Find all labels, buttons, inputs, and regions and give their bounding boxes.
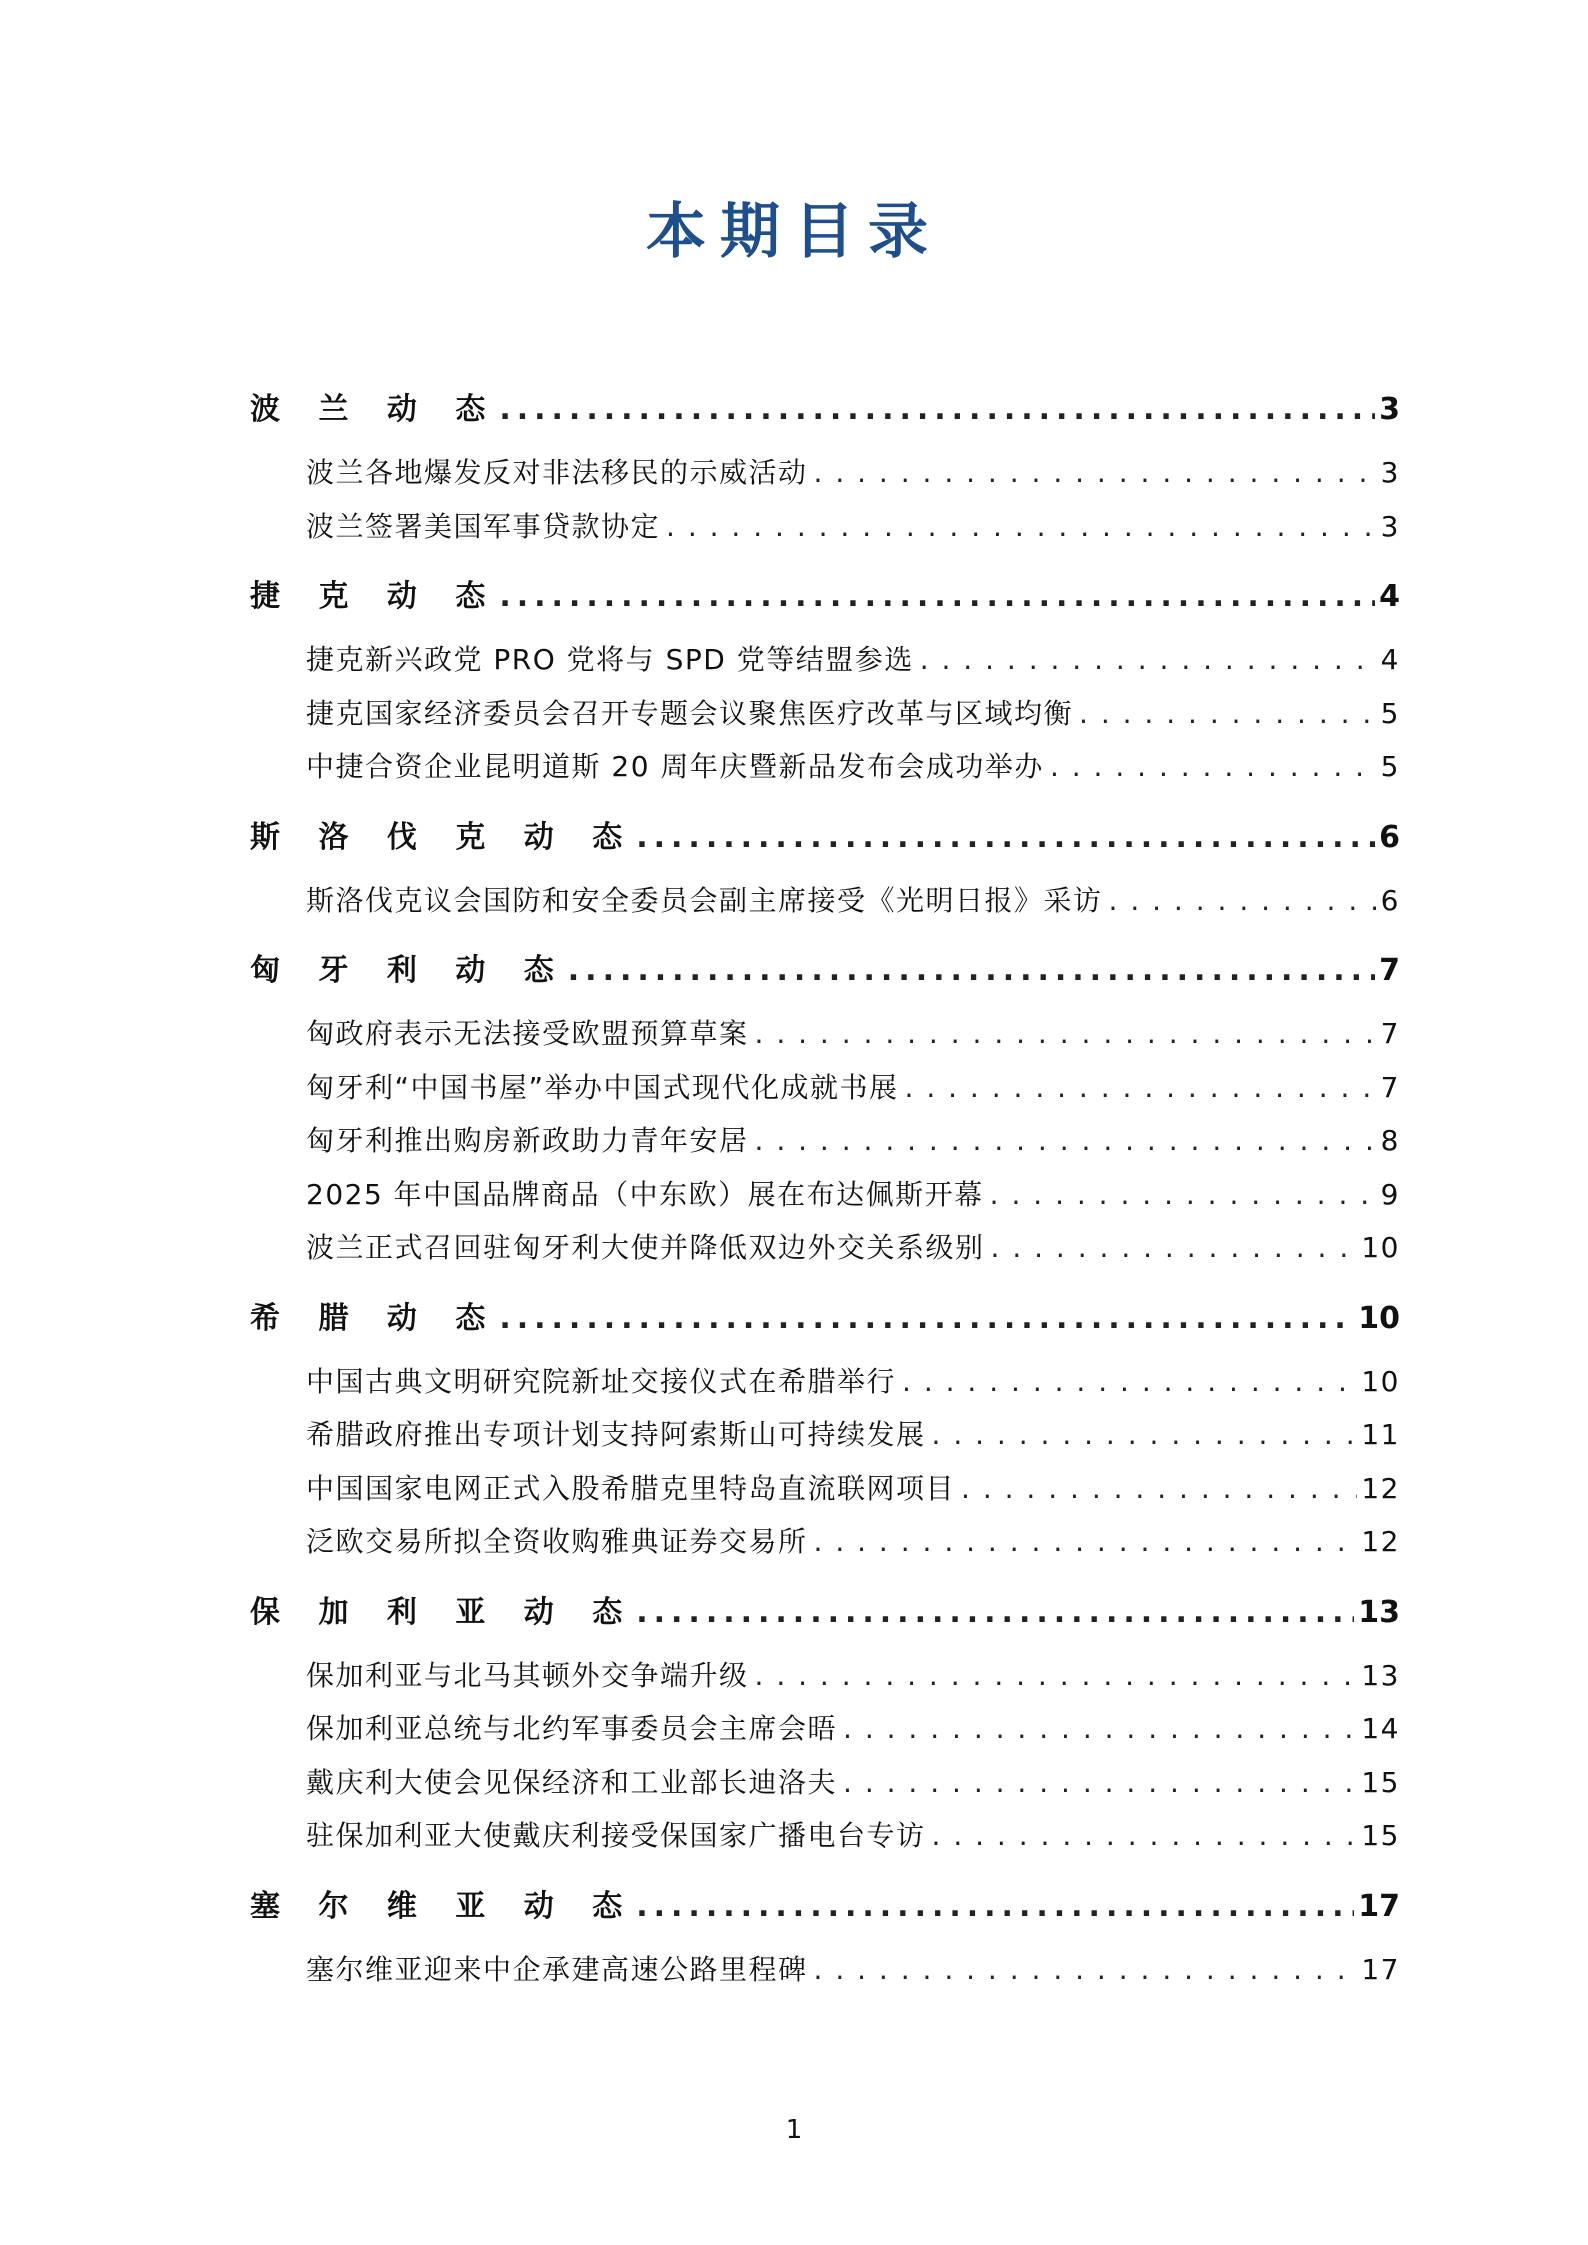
dot-leader [814,1943,1358,1997]
entry-page-number: 5 [1380,696,1400,730]
section-title: 捷 克 动 态 [250,579,500,614]
toc-entry[interactable] [250,687,1400,741]
toc-entry[interactable] [250,1756,1400,1810]
entry-title: 希腊政府推出专项计划支持阿索斯山可持续发展 [306,1418,926,1451]
entry-page-number: 12 [1361,1525,1400,1558]
entry-title: 2025 年中国品牌商品（中东欧）展在布达佩斯开幕 [306,1177,984,1211]
entry-title: 匈政府表示无法接受欧盟预算草案 [306,1017,749,1050]
toc-entry[interactable] [250,1007,1400,1061]
toc-entries [250,1349,1400,1575]
dot-leader [843,1756,1357,1810]
section-page-number: 4 [1379,579,1400,614]
entry-page-number: 9 [1380,1177,1400,1211]
entry-page-number: 7 [1380,1070,1400,1104]
entry-page-number: 17 [1361,1952,1400,1986]
toc-entries [250,627,1400,800]
toc-entries [250,440,1400,559]
toc-section-heading[interactable] [250,808,1400,868]
entry-title: 塞尔维亚迎来中企承建高速公路里程碑 [306,1952,808,1986]
toc-entry[interactable] [250,1515,1400,1569]
toc-section [250,1877,1400,2003]
entry-title: 保加利亚总统与北约军事委员会主席会晤 [306,1712,838,1745]
dot-leader [1050,740,1377,794]
dot-leader [636,1877,1354,1937]
toc-entry[interactable] [250,1355,1400,1409]
entry-title: 驻保加利亚大使戴庆利接受保国家广播电台专访 [306,1819,926,1852]
entry-page-number: 4 [1380,643,1400,676]
dot-leader [932,1809,1358,1863]
toc-entry[interactable] [250,1221,1400,1275]
dot-leader [990,1168,1377,1222]
dot-leader [902,1355,1357,1409]
toc-entry[interactable] [250,446,1400,500]
entry-title: 戴庆利大使会见保经济和工业部长迪洛夫 [306,1765,838,1799]
dot-leader [499,567,1375,627]
entry-page-number: 8 [1380,1124,1400,1157]
toc-section [250,941,1400,1281]
dot-leader [666,500,1377,554]
toc-section [250,567,1400,800]
entry-page-number: 6 [1380,883,1400,917]
toc-entry[interactable] [250,1408,1400,1462]
section-title: 斯 洛 伐 克 动 态 [250,819,637,855]
dot-leader [905,1061,1377,1115]
toc-entry[interactable] [250,633,1400,687]
section-page-number: 10 [1358,1300,1400,1336]
dot-leader [499,1289,1354,1349]
entry-page-number: 5 [1380,750,1400,783]
toc-section-heading[interactable] [250,1583,1400,1643]
entry-page-number: 10 [1361,1364,1400,1398]
dot-leader [814,1515,1358,1569]
toc-entries [250,1001,1400,1281]
dot-leader [961,1462,1357,1516]
dot-leader [636,1583,1354,1643]
entry-page-number: 15 [1361,1765,1400,1799]
section-page-number: 3 [1379,392,1400,427]
dot-leader [755,1649,1358,1703]
entry-title: 匈牙利“中国书屋”举办中国式现代化成就书展 [306,1070,899,1104]
entry-title: 中捷合资企业昆明道斯 20 周年庆暨新品发布会成功举办 [306,750,1044,783]
toc-section-heading[interactable] [250,380,1400,440]
toc-section [250,1289,1400,1575]
entry-title: 匈牙利推出购房新政助力青年安居 [306,1124,749,1157]
entry-page-number: 14 [1361,1712,1400,1745]
dot-leader [755,1007,1377,1061]
dot-leader [1109,874,1377,928]
toc-entry[interactable] [250,1061,1400,1115]
dot-leader [499,380,1375,440]
section-title: 希 腊 动 态 [250,1300,500,1336]
toc-entry[interactable] [250,1462,1400,1516]
toc-section-heading[interactable] [250,1289,1400,1349]
dot-leader [932,1408,1358,1462]
toc-entry[interactable] [250,1809,1400,1863]
dot-leader [991,1221,1358,1275]
section-title: 匈 牙 利 动 态 [250,953,568,988]
toc-entry[interactable] [250,740,1400,794]
dot-leader [843,1702,1357,1756]
toc-entry[interactable] [250,1702,1400,1756]
entry-title: 泛欧交易所拟全资收购雅典证券交易所 [306,1525,808,1558]
toc-section-heading[interactable] [250,941,1400,1001]
toc-entry[interactable] [250,874,1400,928]
section-page-number: 6 [1379,819,1400,855]
entry-title: 斯洛伐克议会国防和安全委员会副主席接受《光明日报》采访 [306,883,1103,917]
entry-title: 捷克新兴政党 PRO 党将与 SPD 党等结盟参选 [306,643,914,676]
page-number: 1 [785,2115,803,2145]
toc-entry[interactable] [250,500,1400,554]
toc-entries [250,868,1400,934]
dot-leader [1079,687,1377,741]
section-page-number: 7 [1379,953,1400,988]
section-title: 波 兰 动 态 [250,392,500,427]
entry-title: 中国国家电网正式入股希腊克里特岛直流联网项目 [306,1471,956,1505]
dot-leader [636,808,1375,868]
toc-entry[interactable] [250,1114,1400,1168]
dot-leader [755,1114,1377,1168]
toc-section [250,380,1400,559]
entry-title: 波兰签署美国军事贷款协定 [306,509,661,543]
dot-leader [920,633,1377,687]
entry-page-number: 11 [1361,1418,1400,1451]
section-page-number: 13 [1358,1594,1400,1630]
toc-section-heading[interactable] [250,1877,1400,1937]
table-of-contents [250,372,1400,2002]
toc-entry[interactable] [250,1168,1400,1222]
toc-section [250,1583,1400,1869]
toc-entry[interactable] [250,1943,1400,1997]
entry-page-number: 12 [1361,1471,1400,1505]
toc-section [250,808,1400,934]
toc-section-heading[interactable] [250,567,1400,627]
entry-page-number: 10 [1361,1231,1400,1264]
entry-page-number: 3 [1380,456,1400,489]
entry-page-number: 15 [1361,1819,1400,1852]
toc-entry[interactable] [250,1649,1400,1703]
entry-title: 捷克国家经济委员会召开专题会议聚焦医疗改革与区域均衡 [306,696,1074,730]
section-page-number: 17 [1358,1888,1400,1924]
entry-page-number: 3 [1380,509,1400,543]
section-title: 塞 尔 维 亚 动 态 [250,1888,637,1924]
page-title: 本期目录 [646,197,942,267]
entry-title: 中国古典文明研究院新址交接仪式在希腊举行 [306,1364,897,1398]
entry-title: 波兰正式召回驻匈牙利大使并降低双边外交关系级别 [306,1231,985,1264]
entry-page-number: 13 [1361,1658,1400,1692]
entry-title: 波兰各地爆发反对非法移民的示威活动 [306,456,808,489]
entry-page-number: 7 [1380,1017,1400,1050]
dot-leader [568,941,1375,1001]
entry-title: 保加利亚与北马其顿外交争端升级 [306,1658,749,1692]
toc-entries [250,1643,1400,1869]
section-title: 保 加 利 亚 动 态 [250,1594,637,1630]
toc-entries [250,1937,1400,2003]
dot-leader [814,446,1377,500]
